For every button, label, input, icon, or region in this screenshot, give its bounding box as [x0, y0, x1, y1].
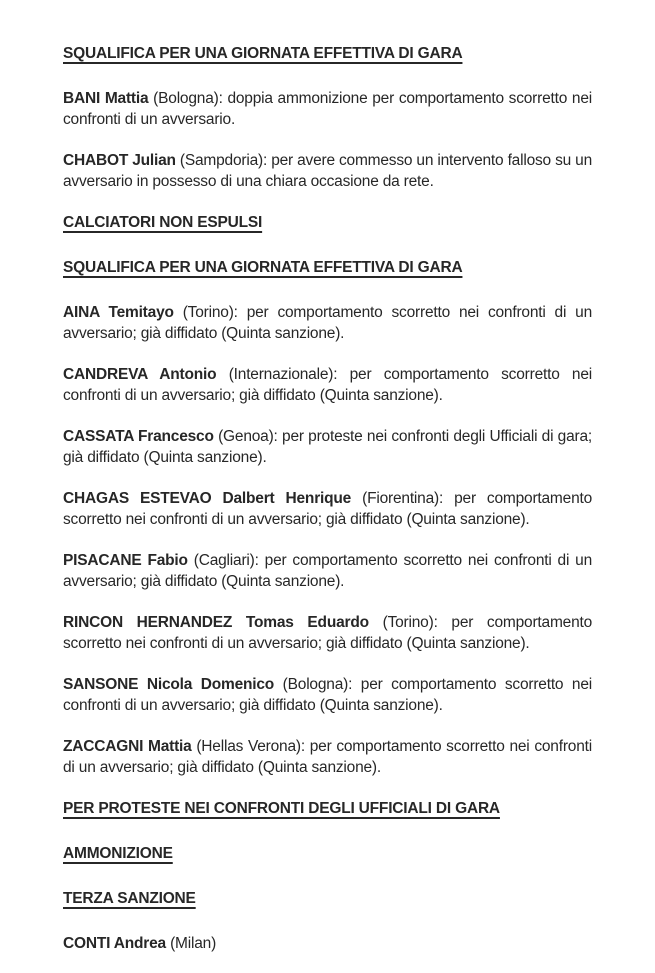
sanction-text: per proteste nei confronti degli Ufficiali di gara; già diffidato (Quinta sanzione). [63, 428, 593, 466]
player-name: CONTI Andrea [63, 935, 166, 952]
player-name: RINCON HERNANDEZ Tomas Eduardo [63, 614, 369, 631]
section-heading-proteste: PER PROTESTE NEI CONFRONTI DEGLI UFFICIALI DI GARA [63, 800, 500, 817]
sanction-text: per comportamento scorretto nei confronti di un avversario; già diffidato (Quinta sanzione). [63, 738, 592, 776]
player-team: (Torino): [182, 304, 238, 321]
player-team: (Fiorentina): [362, 490, 444, 507]
player-name: AINA Temitayo [63, 304, 174, 321]
player-team: (Torino): [382, 614, 438, 631]
player-entry [63, 550, 592, 592]
player-name: BANI Mattia [63, 90, 149, 107]
player-entry [63, 612, 592, 654]
player-entry [63, 488, 592, 530]
player-team: (Hellas Verona): [196, 738, 305, 755]
sanction-text: per comportamento scorretto nei confronti di un avversario; già diffidato (Quinta sanzione). [63, 490, 593, 528]
sanction-text: doppia ammonizione per comportamento scorretto nei confronti di un avversario. [63, 90, 592, 128]
player-entry [63, 736, 592, 778]
sanction-text: per comportamento scorretto nei confronti di un avversario; già diffidato (Quinta sanzione). [63, 676, 593, 714]
player-entry [63, 150, 592, 192]
player-entry [63, 88, 592, 130]
player-name: SANSONE Nicola Domenico [63, 676, 275, 693]
player-entry [63, 674, 592, 716]
player-name: CANDREVA Antonio [63, 366, 217, 383]
player-entry [63, 426, 592, 468]
sanction-text: per comportamento scorretto nei confronti di un avversario; già diffidato (Quinta sanzione). [63, 552, 592, 590]
section-heading-terza-sanzione: TERZA SANZIONE [63, 890, 196, 907]
player-team: (Cagliari): [193, 552, 259, 569]
player-entry [63, 933, 592, 954]
player-team: (Genoa): [218, 428, 278, 445]
player-entry [63, 302, 592, 344]
sanction-text: per comportamento scorretto nei confronti di un avversario; già diffidato (Quinta sanzione). [63, 614, 593, 652]
player-entry [63, 364, 592, 406]
player-name: CHAGAS ESTEVAO Dalbert Henrique [63, 490, 352, 507]
player-team: (Bologna): [153, 90, 223, 107]
section-heading-squalifica-non-espulsi: SQUALIFICA PER UNA GIORNATA EFFETTIVA DI GARA [63, 259, 463, 276]
sanction-text: per comportamento scorretto nei confronti di un avversario; già diffidato (Quinta sanzione). [63, 304, 593, 342]
player-name: CASSATA Francesco [63, 428, 214, 445]
player-team: (Sampdoria): [179, 152, 268, 169]
section-heading-squalifica-espulsi: SQUALIFICA PER UNA GIORNATA EFFETTIVA DI GARA [63, 45, 463, 62]
section-heading-non-espulsi: CALCIATORI NON ESPULSI [63, 214, 263, 231]
player-team: (Milan) [170, 935, 217, 952]
player-team: (Internazionale): [228, 366, 338, 383]
sanction-text: per comportamento scorretto nei confronti di un avversario; già diffidato (Quinta sanzione). [63, 366, 593, 404]
section-heading-ammonizione: AMMONIZIONE [63, 845, 173, 862]
sanction-text: per avere commesso un intervento falloso su un avversario in possesso di una chiara occasione da rete. [63, 152, 592, 190]
player-name: PISACANE Fabio [63, 552, 188, 569]
player-name: ZACCAGNI Mattia [63, 738, 192, 755]
player-name: CHABOT Julian [63, 152, 176, 169]
player-team: (Bologna): [282, 676, 353, 693]
